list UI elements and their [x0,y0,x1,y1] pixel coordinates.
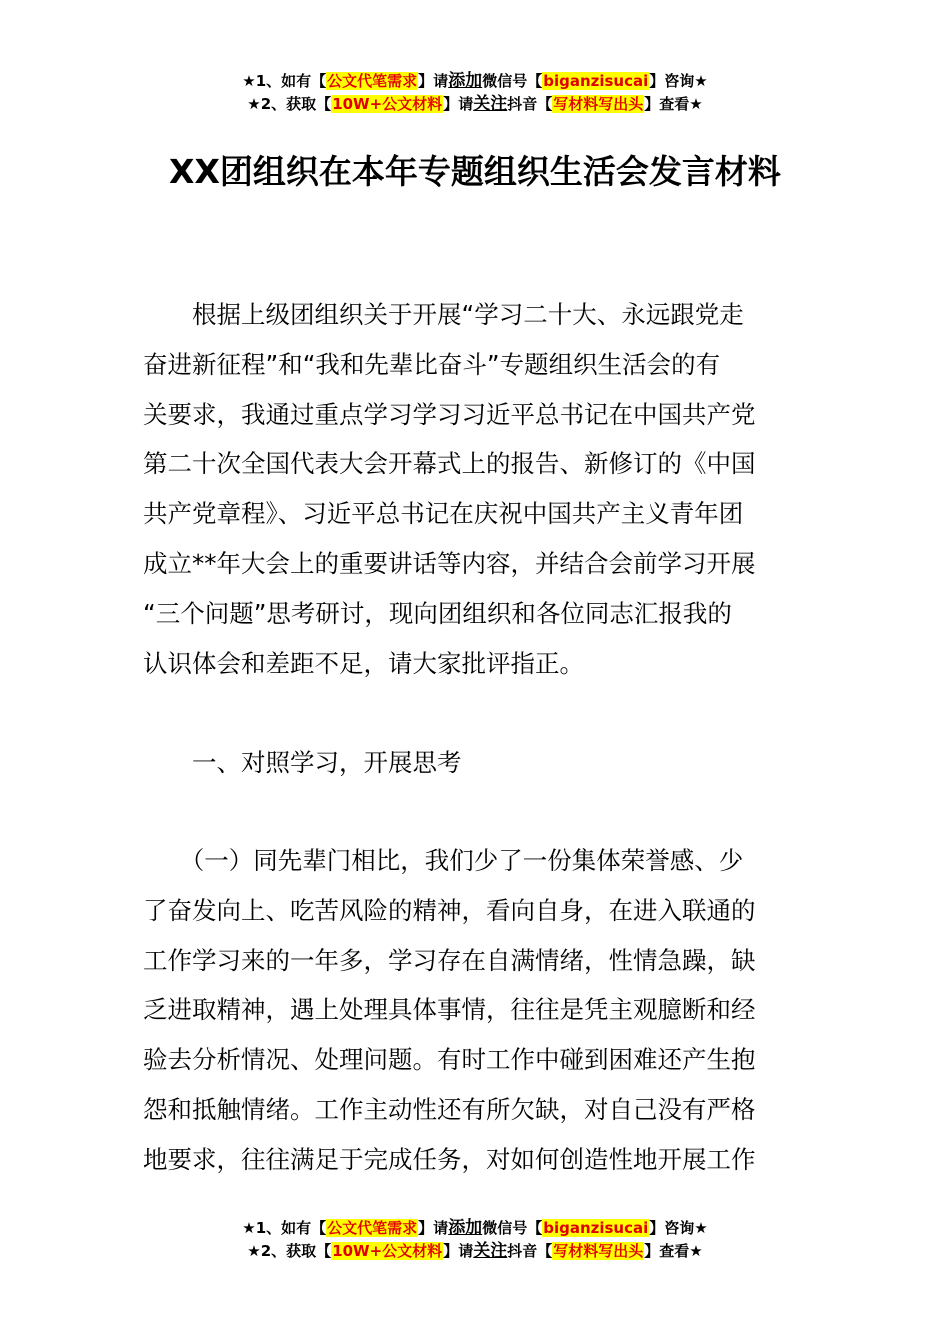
wechat-id: biganzisucai [543,72,649,90]
promo-text: ★1、如有【 [242,1219,327,1237]
promo-line-1 [0,1217,950,1240]
promo-text: ★2、获取【 [247,95,332,113]
text-line: （一）同先辈门相比，我们少了一份集体荣誉感、少 [143,846,744,875]
heading-text: 一、对照学习，开展思考 [143,748,462,777]
promo-text: 抖音【 [507,1242,553,1260]
highlight-text: 公文代笔需求 [327,1219,418,1237]
promo-text: 】请 [443,1242,474,1260]
promo-line-1 [0,70,950,93]
document-title: XX团组织在本年专题组织生活会发言材料 [169,152,781,191]
promo-line-2 [0,1240,950,1263]
paragraph-intro [143,290,807,688]
promo-text: ★1、如有【 [242,72,327,90]
promo-line-2 [0,93,950,116]
text-line: 了奋发向上、吃苦风险的精神，看向自身，在进入联通的 [143,895,756,925]
section-heading [143,738,807,788]
text-line: 认识体会和差距不足，请大家批评指正。 [143,648,584,678]
text-line: 工作学习来的一年多，学习存在自满情绪，性情急躁，缺 [143,945,756,975]
top-promo-banner [0,70,950,116]
promo-text: 】查看★ [644,1242,703,1260]
text-line: 根据上级团组织关于开展“学习二十大、永远跟党走 [143,300,744,329]
text-line: 怨和抵触情绪。工作主动性还有所欠缺，对自己没有严格 [143,1094,756,1124]
text-line: 关要求，我通过重点学习学习习近平总书记在中国共产党 [143,399,756,429]
underlined-text: 添加 [448,71,483,91]
paragraph-section-1 [143,836,807,1185]
text-line: “三个问题”思考研讨，现向团组织和各位同志汇报我的 [143,598,732,628]
promo-text: 】咨询★ [649,72,708,90]
promo-text: ★2、获取【 [247,1242,332,1260]
underlined-text: 关注 [473,94,508,114]
wechat-id: biganzisucai [543,1219,649,1237]
text-line: 成立**年大会上的重要讲话等内容，并结合会前学习开展 [143,548,756,578]
underlined-text: 添加 [448,1218,483,1238]
promo-text: 】请 [418,72,449,90]
underlined-text: 关注 [473,1241,508,1261]
promo-text: 】请 [443,95,474,113]
promo-text: 】咨询★ [649,1219,708,1237]
text-line: 验去分析情况、处理问题。有时工作中碰到困难还产生抱 [143,1045,756,1075]
promo-text: 】请 [418,1219,449,1237]
text-line: 第二十次全国代表大会开幕式上的报告、新修订的《中国 [143,449,756,479]
douyin-account: 写材料写出头 [553,95,644,113]
douyin-account: 写材料写出头 [553,1242,644,1260]
highlight-text: 10W+公文材料 [332,1242,443,1260]
bottom-promo-banner [0,1217,950,1263]
text-line: 奋进新征程”和“我和先辈比奋斗”专题组织生活会的有 [143,349,721,379]
promo-text: 抖音【 [507,95,553,113]
text-line: 共产党章程》、习近平总书记在庆祝中国共产主义青年团 [143,499,744,529]
promo-text: 】查看★ [644,95,703,113]
promo-text: 微信号【 [482,72,543,90]
promo-text: 微信号【 [482,1219,543,1237]
text-line: 乏进取精神，遇上处理具体事情，往往是凭主观臆断和经 [143,995,756,1025]
text-line: 地要求，往往满足于完成任务，对如何创造性地开展工作 [143,1144,756,1174]
highlight-text: 10W+公文材料 [332,95,443,113]
highlight-text: 公文代笔需求 [327,72,418,90]
